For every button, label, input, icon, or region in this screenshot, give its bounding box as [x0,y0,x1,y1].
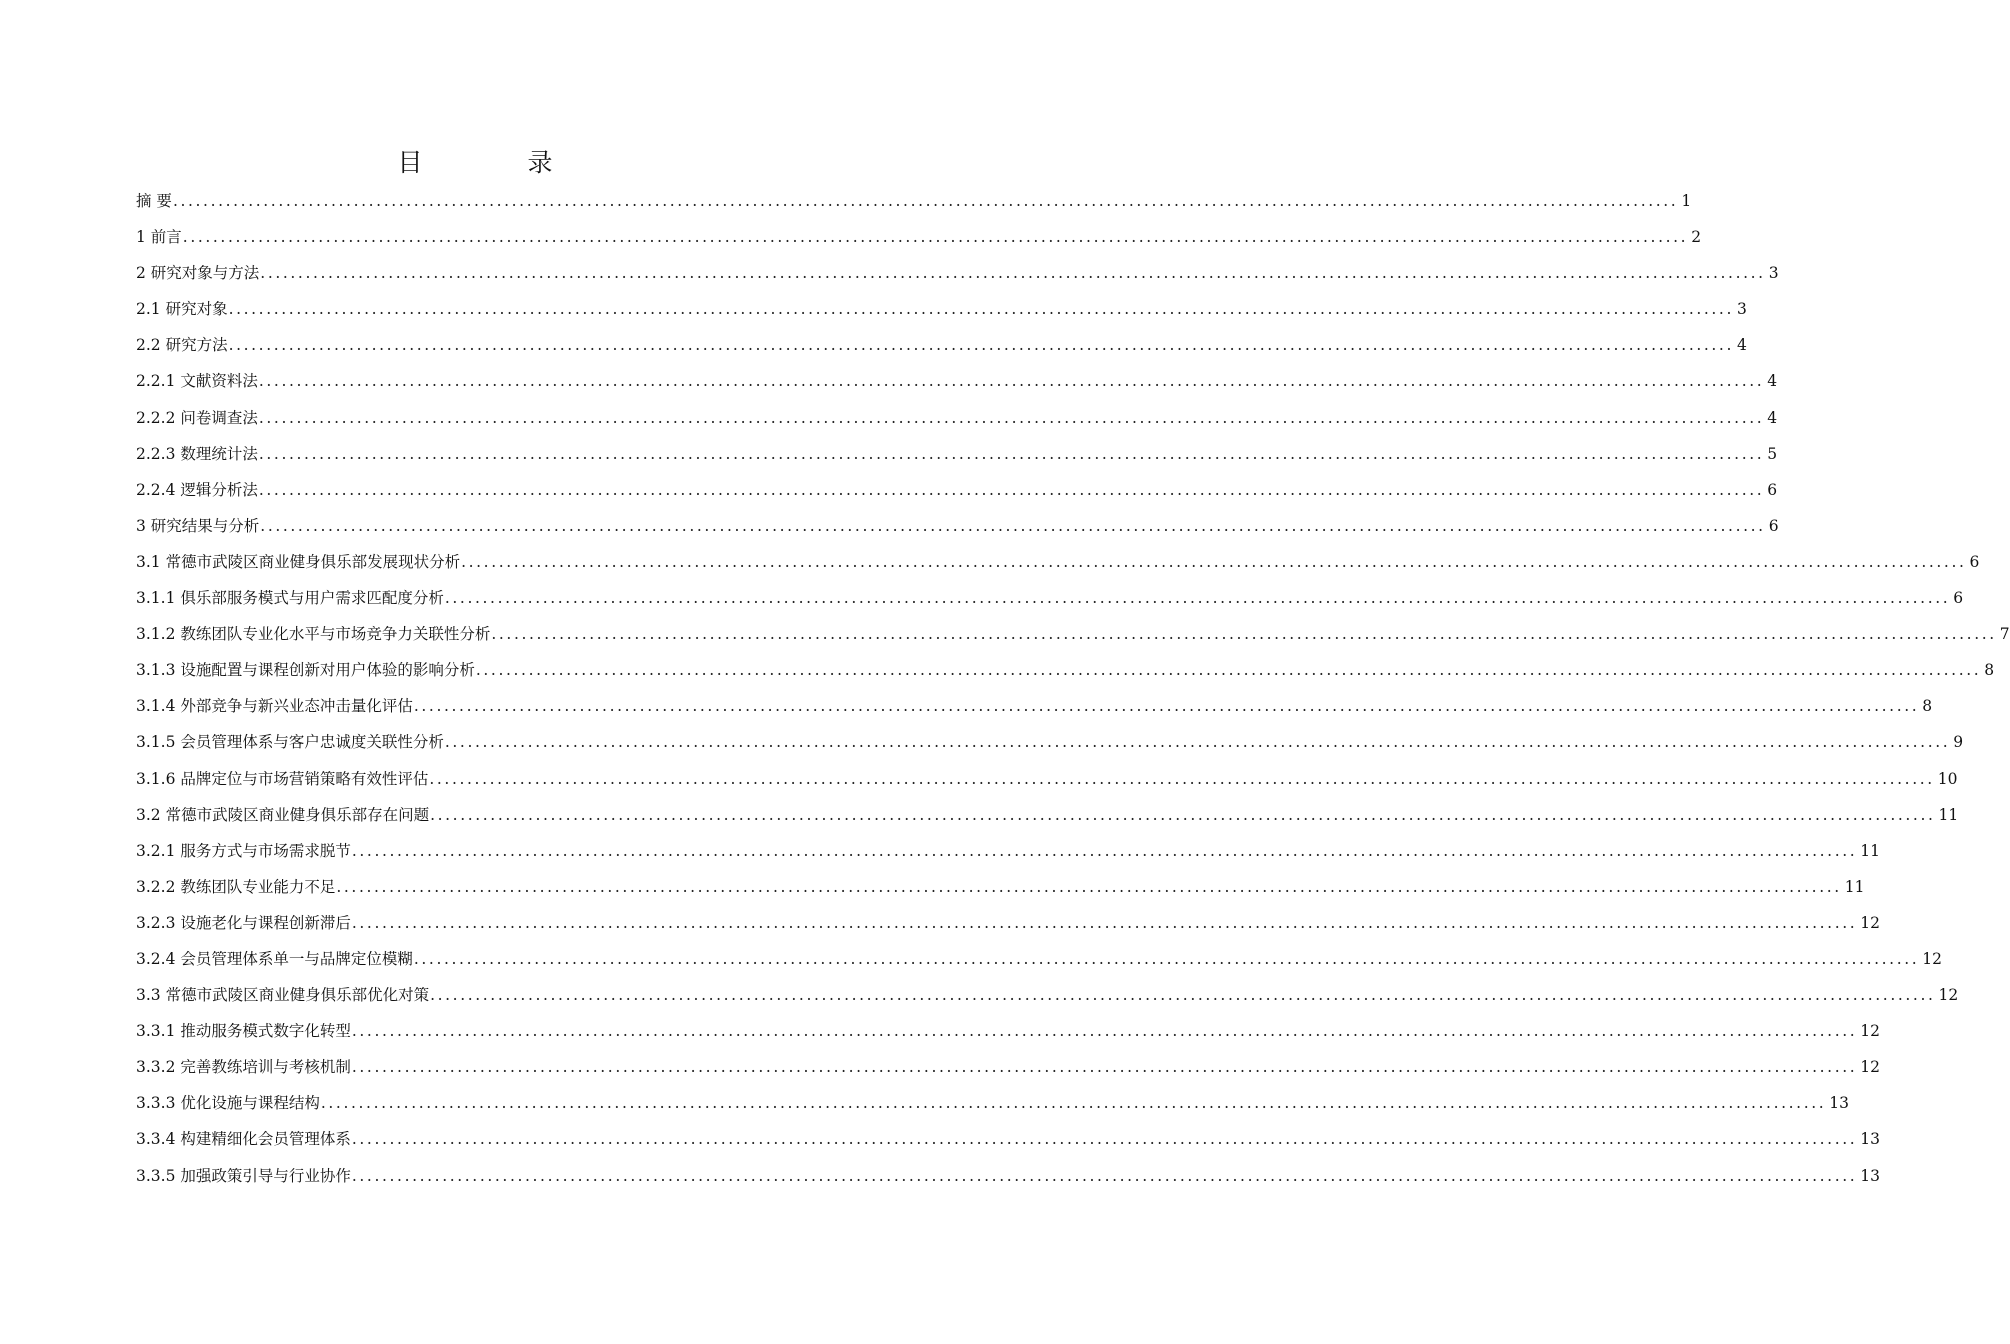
toc-entry[interactable] [136,833,1881,869]
toc-entry-label: 3.1.6 品牌定位与市场营销策略有效性评估 [136,769,429,788]
toc-entry-label: 3.3.2 完善教练培训与考核机制 [136,1058,351,1077]
toc-entry[interactable] [136,544,1980,580]
toc-entry-page-number: 11 [1844,877,1865,896]
toc-entry[interactable] [136,652,1995,688]
dot-leader: ........................................................................................................................................................................................................ [228,336,1734,355]
toc-entry[interactable] [136,436,1778,472]
toc-entry-label: 3.2.2 教练团队专业能力不足 [136,877,336,896]
toc-entry[interactable] [136,616,2010,652]
toc-entry-label: 2.1 研究对象 [136,300,228,319]
toc-entry-label: 2.2.4 逻辑分析法 [136,480,258,499]
dot-leader: ........................................................................................................................................................................................................ [491,625,1997,644]
toc-entry-page-number: 12 [1938,986,1959,1005]
toc-entry-label: 1 前言 [136,228,182,247]
toc-entry-page-number: 13 [1829,1094,1850,1113]
table-of-contents [136,183,2010,1194]
toc-entry-label: 3.3.5 加强政策引导与行业协作 [136,1166,351,1185]
toc-entry-page-number: 7 [1999,625,2010,644]
toc-entry-label: 3 研究结果与分析 [136,516,260,535]
toc-entry-page-number: 11 [1938,805,1959,824]
toc-entry[interactable] [136,508,1779,544]
toc-entry[interactable] [136,797,1959,833]
toc-entry-page-number: 9 [1953,733,1964,752]
toc-entry-page-number: 6 [1767,480,1778,499]
dot-leader: ........................................................................................................................................................................................................ [258,372,1765,391]
dot-leader: ........................................................................................................................................................................................................ [475,661,1982,680]
toc-entry[interactable] [136,1158,1881,1194]
dot-leader: ........................................................................................................................................................................................................ [182,228,1689,247]
toc-entry-label: 3.2 常德市武陵区商业健身俱乐部存在问题 [136,805,430,824]
dot-leader: ........................................................................................................................................................................................................ [351,1022,1858,1041]
dot-leader: ........................................................................................................................................................................................................ [351,1166,1858,1185]
toc-entry[interactable] [136,400,1778,436]
toc-entry-page-number: 2 [1691,228,1702,247]
toc-entry-label: 3.1.5 会员管理体系与客户忠诚度关联性分析 [136,733,444,752]
toc-entry[interactable] [136,327,1747,363]
toc-entry[interactable] [136,472,1778,508]
toc-entry-page-number: 13 [1860,1130,1881,1149]
toc-entry-label: 摘 要 [136,192,172,210]
toc-entry[interactable] [136,183,1692,219]
toc-entry[interactable] [136,1049,1881,1085]
toc-entry-label: 3.2.1 服务方式与市场需求脱节 [136,841,351,860]
toc-entry-page-number: 11 [1860,841,1881,860]
toc-entry-page-number: 6 [1953,589,1964,608]
dot-leader: ........................................................................................................................................................................................................ [413,949,1920,968]
toc-entry[interactable] [136,688,1933,724]
toc-entry-label: 3.1.2 教练团队专业化水平与市场竞争力关联性分析 [136,625,491,644]
toc-entry-label: 2.2.1 文献资料法 [136,372,258,391]
dot-leader: ........................................................................................................................................................................................................ [228,300,1734,319]
toc-entry[interactable] [136,580,1964,616]
toc-entry-label: 3.3.3 优化设施与课程结构 [136,1094,320,1113]
dot-leader: ........................................................................................................................................................................................................ [461,552,1967,571]
dot-leader: ........................................................................................................................................................................................................ [172,192,1679,210]
toc-entry-label: 3.1.3 设施配置与课程创新对用户体验的影响分析 [136,661,475,680]
toc-entry-page-number: 6 [1768,516,1779,535]
dot-leader: ........................................................................................................................................................................................................ [430,986,1936,1005]
dot-leader: ........................................................................................................................................................................................................ [351,1130,1858,1149]
dot-leader: ........................................................................................................................................................................................................ [351,841,1858,860]
toc-entry[interactable] [136,255,1779,291]
toc-entry-label: 3.3.4 构建精细化会员管理体系 [136,1130,351,1149]
toc-entry[interactable] [136,869,1865,905]
toc-entry-page-number: 4 [1736,336,1747,355]
toc-entry-label: 3.1 常德市武陵区商业健身俱乐部发展现状分析 [136,552,461,571]
dot-leader: ........................................................................................................................................................................................................ [429,769,1935,788]
toc-entry-page-number: 12 [1860,1022,1881,1041]
dot-leader: ........................................................................................................................................................................................................ [351,1058,1858,1077]
dot-leader: ........................................................................................................................................................................................................ [258,444,1765,463]
toc-entry-page-number: 4 [1767,408,1778,427]
toc-entry[interactable] [136,1085,1850,1121]
dot-leader: ........................................................................................................................................................................................................ [351,913,1858,932]
dot-leader: ........................................................................................................................................................................................................ [444,733,1951,752]
toc-entry[interactable] [136,941,1943,977]
toc-entry[interactable] [136,219,1702,255]
toc-entry[interactable] [136,761,1958,797]
toc-entry-label: 3.1.4 外部竞争与新兴业态冲击量化评估 [136,697,413,716]
toc-entry-page-number: 6 [1969,552,1980,571]
toc-entry-page-number: 13 [1860,1166,1881,1185]
toc-entry[interactable] [136,363,1778,399]
dot-leader: ........................................................................................................................................................................................................ [430,805,1936,824]
toc-entry[interactable] [136,905,1881,941]
toc-entry-page-number: 3 [1736,300,1747,319]
toc-entry-label: 3.3.1 推动服务模式数字化转型 [136,1022,351,1041]
dot-leader: ........................................................................................................................................................................................................ [260,264,1766,283]
toc-entry-label: 3.2.4 会员管理体系单一与品牌定位模糊 [136,949,413,968]
toc-entry-page-number: 4 [1767,372,1778,391]
page-title: 目 录 [397,148,593,177]
dot-leader: ........................................................................................................................................................................................................ [258,408,1765,427]
toc-entry-label: 3.3 常德市武陵区商业健身俱乐部优化对策 [136,986,430,1005]
toc-entry[interactable] [136,977,1959,1013]
toc-entry-label: 2.2.2 问卷调查法 [136,408,258,427]
dot-leader: ........................................................................................................................................................................................................ [444,589,1951,608]
toc-entry[interactable] [136,1013,1881,1049]
toc-entry-label: 3.1.1 俱乐部服务模式与用户需求匹配度分析 [136,589,444,608]
toc-entry-page-number: 12 [1860,1058,1881,1077]
dot-leader: ........................................................................................................................................................................................................ [260,516,1766,535]
toc-entry-page-number: 1 [1681,192,1692,210]
toc-entry-label: 2.2 研究方法 [136,336,228,355]
toc-entry-label: 2.2.3 数理统计法 [136,444,258,463]
toc-entry[interactable] [136,724,1964,760]
toc-entry[interactable] [136,291,1747,327]
toc-entry-page-number: 8 [1922,697,1933,716]
dot-leader: ........................................................................................................................................................................................................ [258,480,1765,499]
toc-entry-label: 2 研究对象与方法 [136,264,260,283]
toc-entry[interactable] [136,1121,1881,1157]
toc-entry-page-number: 12 [1922,949,1943,968]
toc-entry-page-number: 3 [1768,264,1779,283]
dot-leader: ........................................................................................................................................................................................................ [320,1094,1827,1113]
toc-entry-label: 3.2.3 设施老化与课程创新滞后 [136,913,351,932]
dot-leader: ........................................................................................................................................................................................................ [413,697,1920,716]
dot-leader: ........................................................................................................................................................................................................ [336,877,1842,896]
toc-entry-page-number: 5 [1767,444,1778,463]
toc-entry-page-number: 8 [1984,661,1995,680]
toc-entry-page-number: 10 [1937,769,1958,788]
toc-entry-page-number: 12 [1860,913,1881,932]
